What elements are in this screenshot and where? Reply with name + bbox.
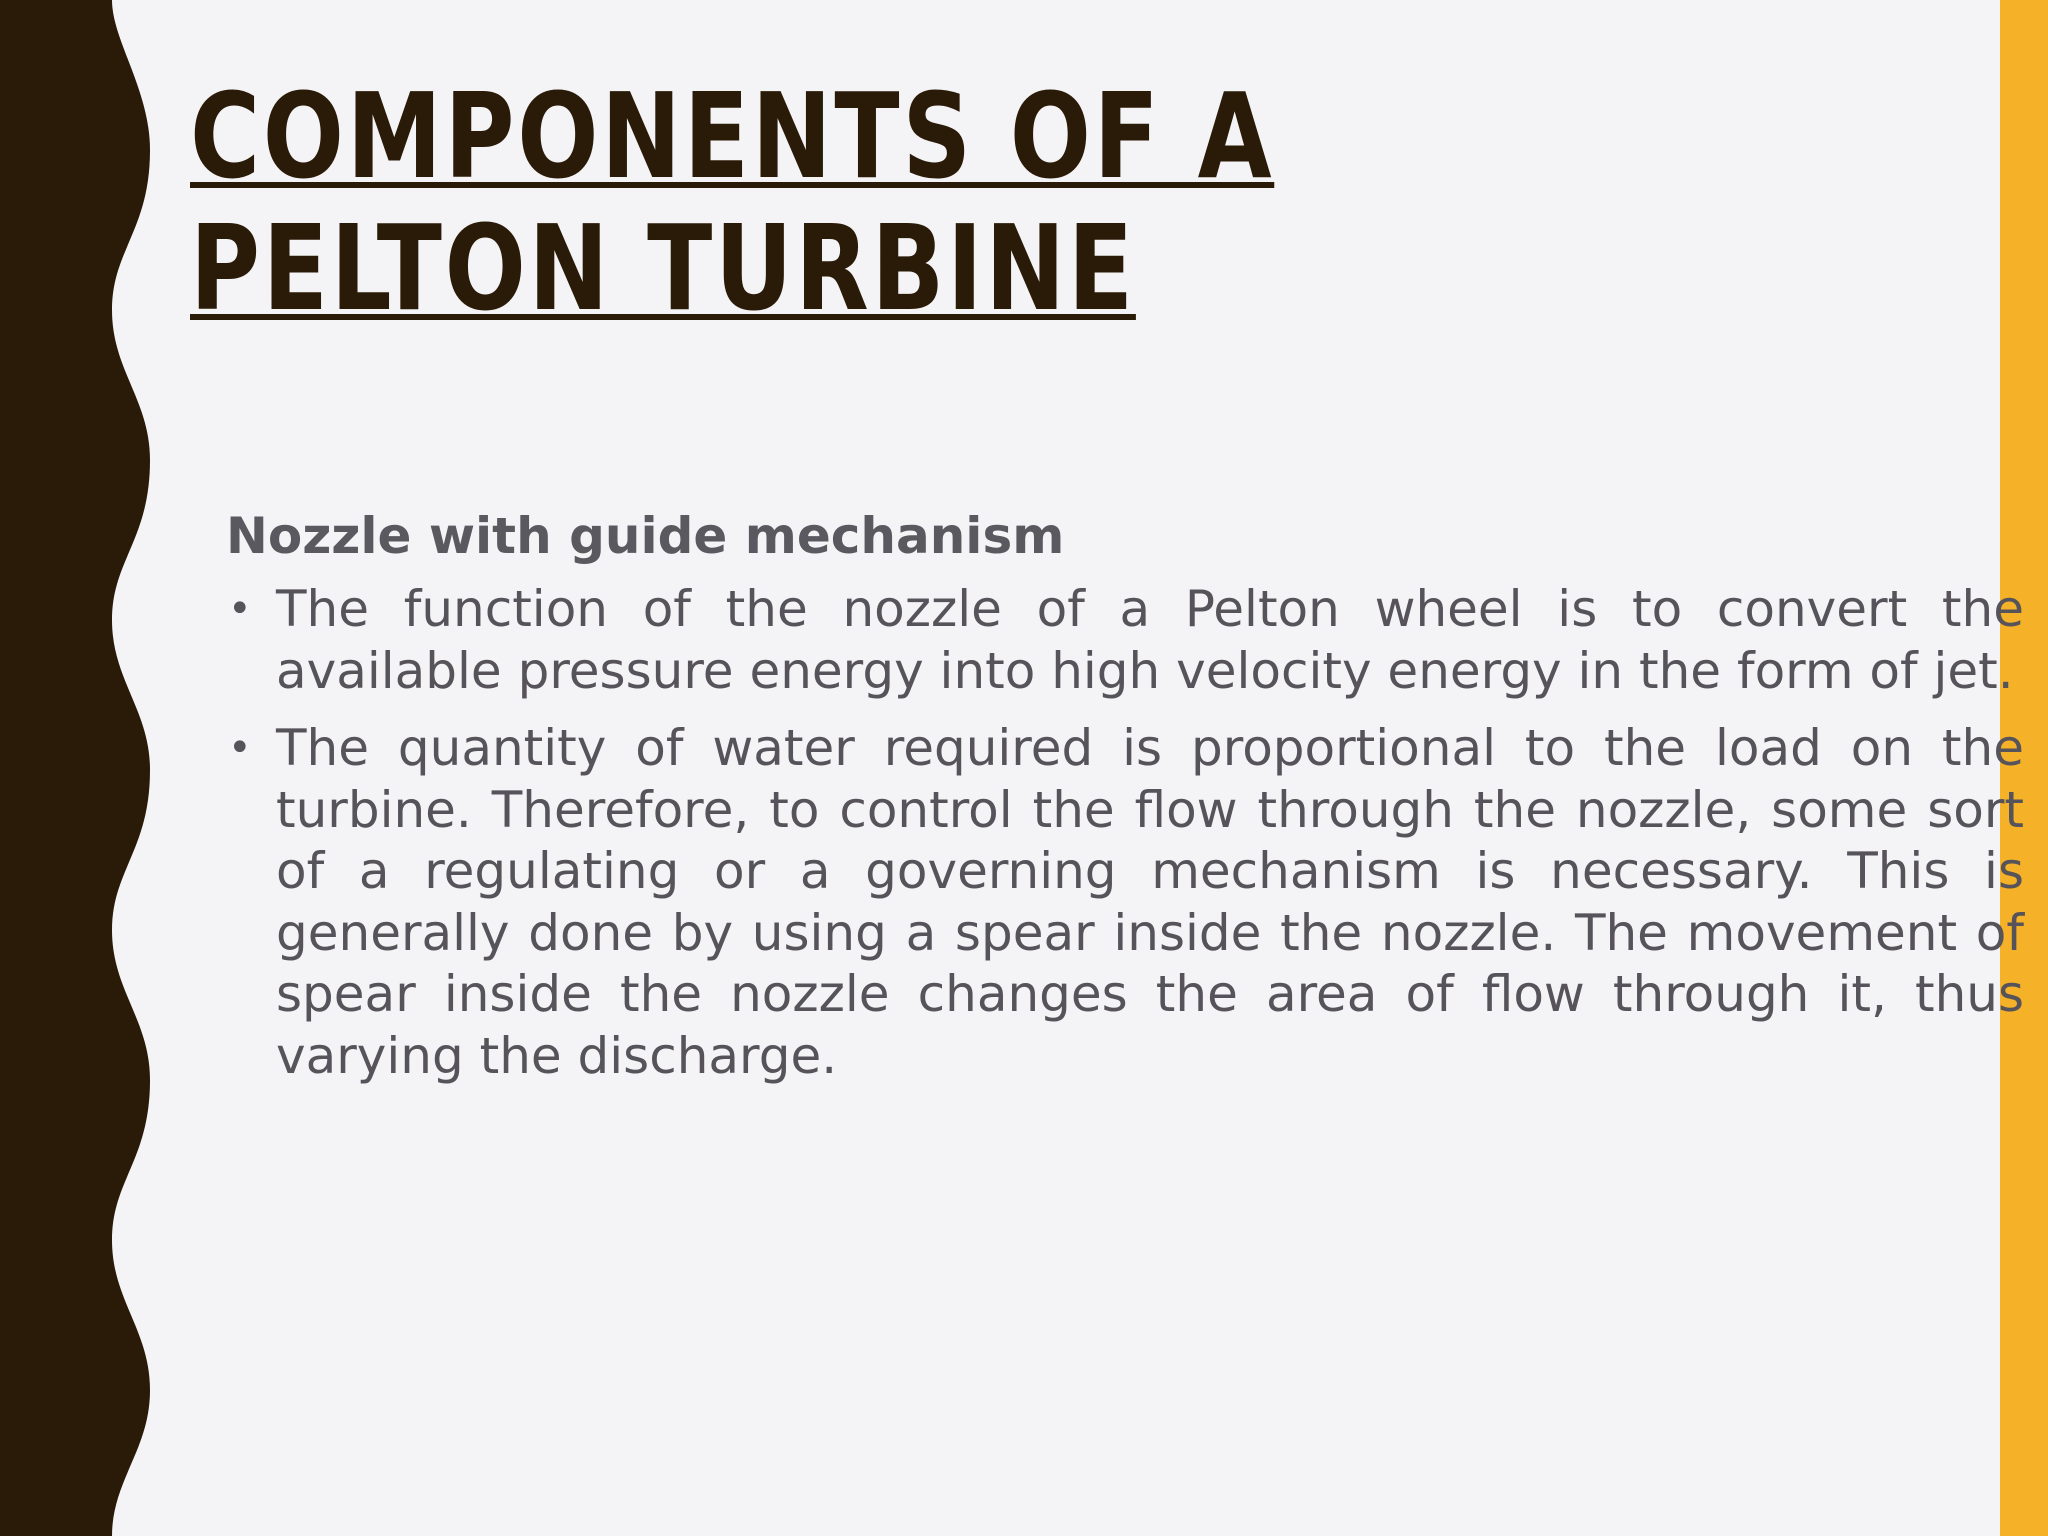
bullet-dot-icon: • — [228, 586, 252, 632]
section-subheading: Nozzle with guide mechanism — [226, 507, 1065, 565]
bullet-list — [226, 579, 2024, 1087]
bullet-item — [226, 718, 2024, 1087]
bullet-text: The quantity of water required is proportional to the load on the turbine. Therefore, to control the flow through the nozzle, some sort of a regulating or a governing mechanism is necessary. This is generally done by using a spear inside the nozzle. The movement of spear inside the nozzle changes the area of flow through it, thus varying the discharge. — [276, 719, 2024, 1085]
bullet-dot-icon: • — [228, 725, 252, 771]
bullet-text: The function of the nozzle of a Pelton wheel is to convert the available pressure energy into high velocity energy in the form of jet. — [276, 580, 2024, 700]
slide-body — [226, 505, 2024, 1103]
bullet-item — [226, 579, 2024, 702]
slide-title: COMPONENTS OF A PELTON TURBINE — [190, 67, 1275, 337]
wavy-left-border — [0, 0, 170, 1536]
